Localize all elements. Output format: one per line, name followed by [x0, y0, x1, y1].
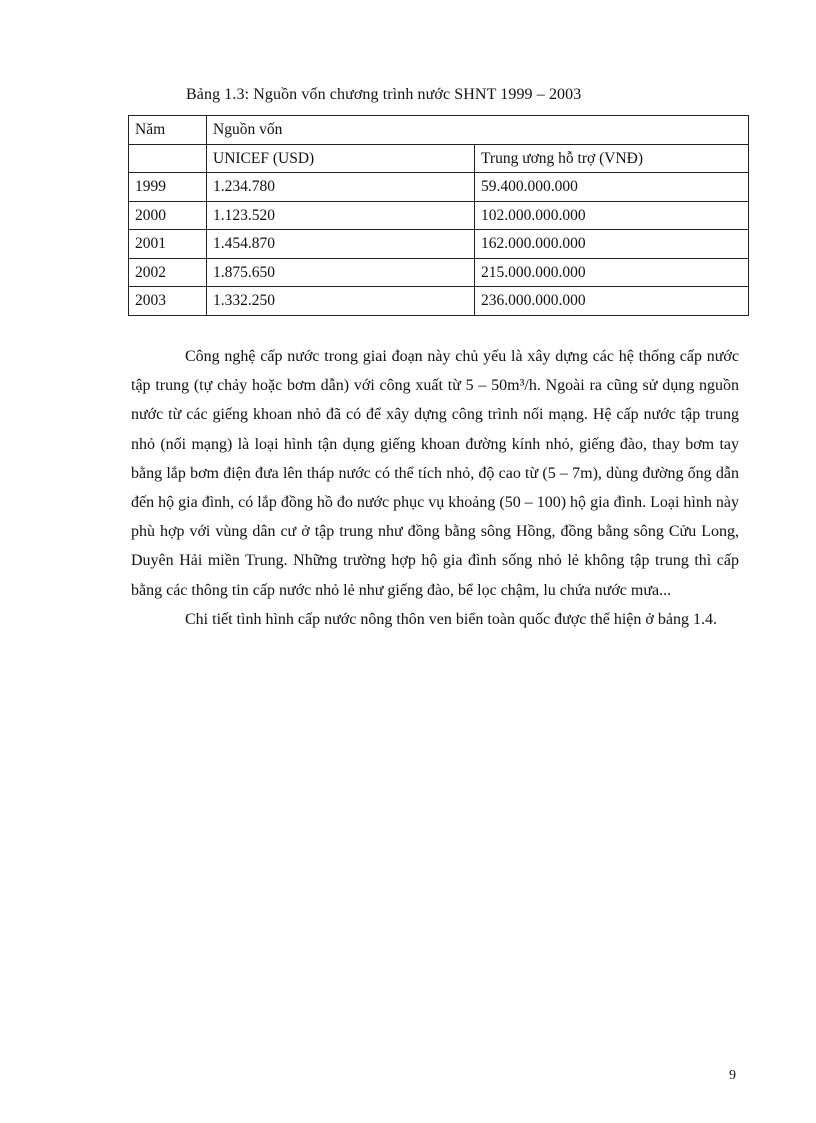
- cell-central: 102.000.000.000: [475, 201, 749, 230]
- cell-central: 162.000.000.000: [475, 230, 749, 259]
- paragraph: Chi tiết tình hình cấp nước nông thôn ven biển toàn quốc được thể hiện ở bảng 1.4.: [185, 610, 717, 628]
- cell-unicef: 1.234.780: [207, 173, 475, 202]
- cell-central: 59.400.000.000: [475, 173, 749, 202]
- table-row: [129, 287, 749, 316]
- table-row: [129, 230, 749, 259]
- cell-year: 1999: [129, 173, 207, 202]
- cell-unicef: 1.454.870: [207, 230, 475, 259]
- cell-unicef: 1.332.250: [207, 287, 475, 316]
- cell-year: 2002: [129, 258, 207, 287]
- cell-year: 2003: [129, 287, 207, 316]
- cell-unicef: 1.875.650: [207, 258, 475, 287]
- header-year: Năm: [129, 116, 207, 145]
- header-funding-source: Nguồn vốn: [207, 116, 749, 145]
- page-number: 9: [729, 1068, 736, 1083]
- funding-table: [128, 115, 749, 316]
- cell-central: 236.000.000.000: [475, 287, 749, 316]
- cell-unicef: 1.123.520: [207, 201, 475, 230]
- body-text: [131, 342, 739, 634]
- paragraph: Công nghệ cấp nước trong giai đoạn này chủ yếu là xây dựng các hệ thống cấp nước tập trung (tự chảy hoặc bơm dẫn) với công xuất từ 5 – 50m³/h. Ngoài ra cũng sử dụng nguồn nước từ các giếng khoan nhỏ đã có để xây dựng công trình nối mạng. Hệ cấp nước tập trung nhỏ (nối mạng) là loại hình tận dụng giếng khoan đường kính nhỏ, giếng đào, thay bơm tay bằng lắp bơm điện đưa lên tháp nước có thể tích nhỏ, độ cao từ (5 – 7m), dùng đường ống dẫn đến hộ gia đình, có lắp đồng hồ đo nước phục vụ khoảng (50 – 100) hộ gia đình. Loại hình này phù hợp với vùng dân cư ở tập trung như đồng bằng sông Hồng, đồng bằng sông Cửu Long, Duyên Hải miền Trung. Những trường hợp hộ gia đình sống nhỏ lẻ không tập trung thì cấp bằng các thông tin cấp nước nhỏ lẻ như giếng đào, bể lọc chậm, lu chứa nước mưa...: [131, 348, 739, 599]
- cell-year: 2001: [129, 230, 207, 259]
- cell-year: 2000: [129, 201, 207, 230]
- subheader-unicef: UNICEF (USD): [207, 144, 475, 173]
- table-row: [129, 258, 749, 287]
- table-subheader-row: [129, 144, 749, 173]
- table-row: [129, 201, 749, 230]
- cell-central: 215.000.000.000: [475, 258, 749, 287]
- table-header-row: [129, 116, 749, 145]
- table-caption: Bảng 1.3: Nguồn vốn chương trình nước SHNT 1999 – 2003: [186, 86, 582, 103]
- table-row: [129, 173, 749, 202]
- subheader-central: Trung ương hỗ trợ (VNĐ): [475, 144, 749, 173]
- subheader-empty: [129, 144, 207, 173]
